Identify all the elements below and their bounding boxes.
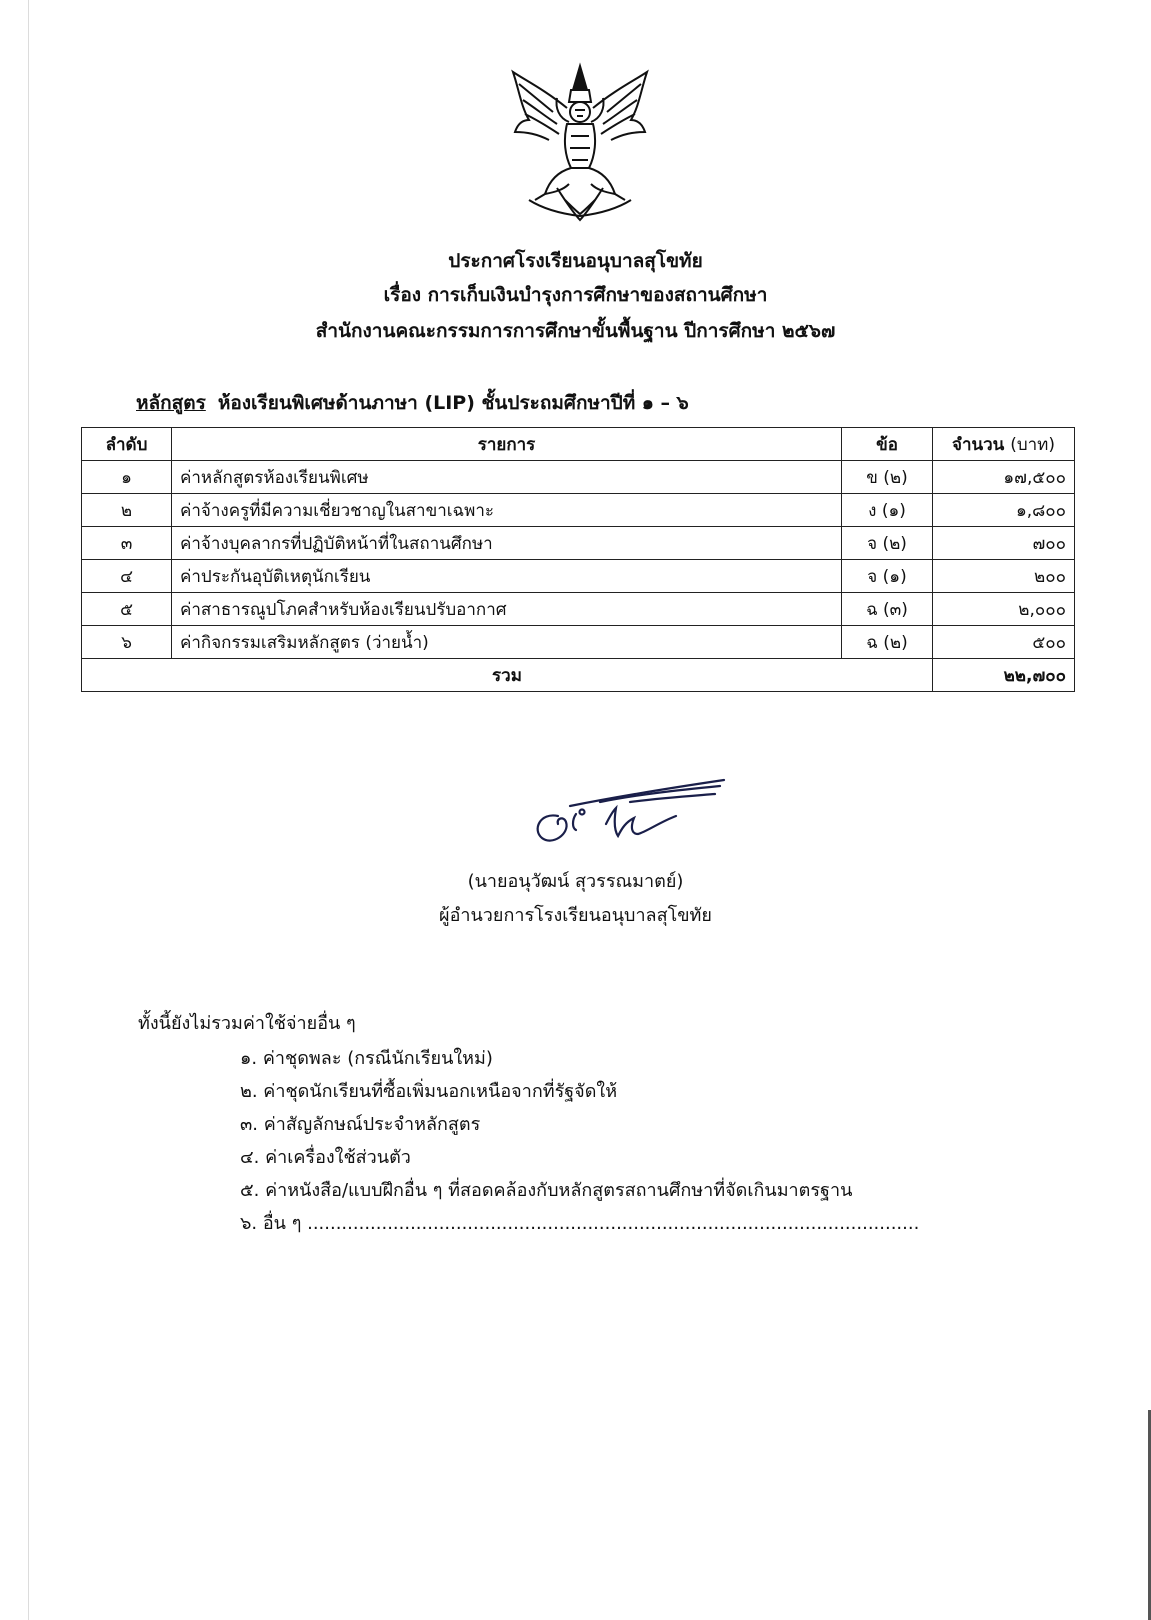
signer-position: ผู้อำนวยการโรงเรียนอนุบาลสุโขทัย <box>439 905 712 926</box>
curriculum-heading <box>136 388 689 418</box>
garuda-emblem-icon <box>505 60 655 230</box>
row-no: ๑ <box>82 461 172 494</box>
row-amount: ๒,๐๐๐ <box>933 593 1075 626</box>
announcement-title: ประกาศโรงเรียนอนุบาลสุโขทัย <box>448 250 703 272</box>
table-row <box>82 560 1075 593</box>
signer-name: (นายอนุวัฒน์ สุวรรณมาตย์) <box>467 871 684 892</box>
table-row <box>82 593 1075 626</box>
curriculum-label: หลักสูตร <box>136 392 206 414</box>
table-row <box>82 494 1075 527</box>
header-amount-label: จำนวน <box>951 434 1005 455</box>
row-clause: จ (๒) <box>842 527 933 560</box>
row-item: ค่าสาธารณูปโภคสำหรับห้องเรียนปรับอากาศ <box>172 593 842 626</box>
row-amount: ๗๐๐ <box>933 527 1075 560</box>
announcement-office-year: สำนักงานคณะกรรมการการศึกษาขั้นพื้นฐาน ปีการศึกษา ๒๕๖๗ <box>315 320 836 342</box>
header-amount <box>933 428 1075 461</box>
row-amount: ๕๐๐ <box>933 626 1075 659</box>
total-row <box>82 659 1075 692</box>
row-clause: ง (๑) <box>842 494 933 527</box>
fee-table-header <box>82 428 1075 461</box>
row-no: ๒ <box>82 494 172 527</box>
row-item: ค่าจ้างครูที่มีความเชี่ยวชาญในสาขาเฉพาะ <box>172 494 842 527</box>
row-amount: ๒๐๐ <box>933 560 1075 593</box>
header-amount-unit: (บาท) <box>1010 434 1056 455</box>
list-item: ๓. ค่าสัญลักษณ์ประจำหลักสูตร <box>240 1114 481 1135</box>
table-row <box>82 527 1075 560</box>
row-clause: ข (๒) <box>842 461 933 494</box>
curriculum-name: ห้องเรียนพิเศษด้านภาษา (LIP) ชั้นประถมศึกษาปีที่ ๑ – ๖ <box>217 392 689 414</box>
signature-icon <box>510 772 730 852</box>
row-item: ค่าประกันอุบัติเหตุนักเรียน <box>172 560 842 593</box>
row-item: ค่ากิจกรรมเสริมหลักสูตร (ว่ายน้ำ) <box>172 626 842 659</box>
list-item: ๒. ค่าชุดนักเรียนที่ซื้อเพิ่มนอกเหนือจากที่รัฐจัดให้ <box>240 1081 618 1102</box>
notes-title: ทั้งนี้ยังไม่รวมค่าใช้จ่ายอื่น ๆ <box>138 1013 356 1034</box>
table-row <box>82 461 1075 494</box>
row-no: ๕ <box>82 593 172 626</box>
row-clause: ฉ (๒) <box>842 626 933 659</box>
row-clause: ฉ (๓) <box>842 593 933 626</box>
row-amount: ๑,๘๐๐ <box>933 494 1075 527</box>
total-amount: ๒๒,๗๐๐ <box>933 659 1075 692</box>
row-amount: ๑๗,๕๐๐ <box>933 461 1075 494</box>
total-label: รวม <box>82 659 933 692</box>
row-no: ๔ <box>82 560 172 593</box>
list-item: ๕. ค่าหนังสือ/แบบฝึกอื่น ๆ ที่สอดคล้องกับหลักสูตรสถานศึกษาที่จัดเกินมาตรฐาน <box>240 1180 853 1201</box>
table-row <box>82 626 1075 659</box>
page-edge-line <box>28 0 29 1620</box>
list-item: ๖. อื่น ๆ ........................................................................................................... <box>240 1213 920 1234</box>
header-item: รายการ <box>172 428 842 461</box>
header-clause: ข้อ <box>842 428 933 461</box>
list-item: ๑. ค่าชุดพละ (กรณีนักเรียนใหม่) <box>240 1048 493 1069</box>
fee-table <box>81 427 1075 692</box>
row-item: ค่าหลักสูตรห้องเรียนพิเศษ <box>172 461 842 494</box>
notes-list <box>240 1042 919 1240</box>
row-clause: จ (๑) <box>842 560 933 593</box>
announcement-subject: เรื่อง การเก็บเงินบำรุงการศึกษาของสถานศึกษา <box>383 284 768 306</box>
row-no: ๖ <box>82 626 172 659</box>
list-item: ๔. ค่าเครื่องใช้ส่วนตัว <box>240 1147 411 1168</box>
row-no: ๓ <box>82 527 172 560</box>
header-no: ลำดับ <box>82 428 172 461</box>
row-item: ค่าจ้างบุคลากรที่ปฏิบัติหน้าที่ในสถานศึกษา <box>172 527 842 560</box>
